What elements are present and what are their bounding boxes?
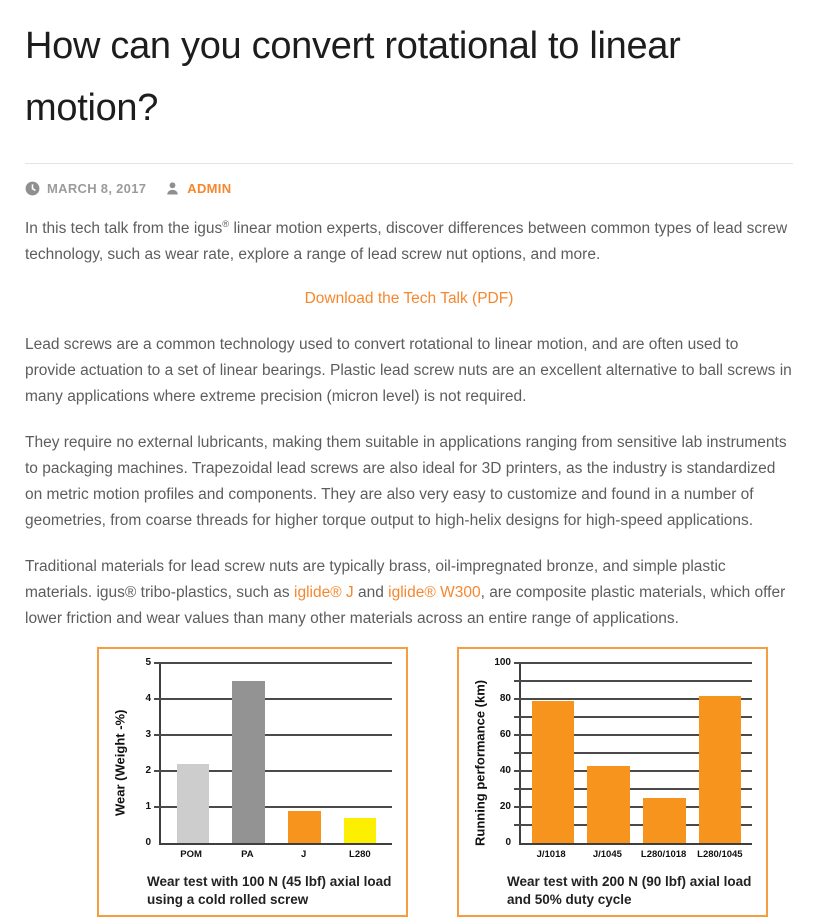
y-tick-label: 60 xyxy=(499,729,511,741)
post-date: MARCH 8, 2017 xyxy=(47,181,147,197)
y-tick-label: 80 xyxy=(499,693,511,705)
download-row xyxy=(25,290,793,308)
x-axis-labels xyxy=(159,849,392,860)
y-tick-label: 0 xyxy=(145,837,151,849)
bars-group xyxy=(161,663,392,843)
y-tick-label: 100 xyxy=(494,657,511,669)
x-tick-label: J/1045 xyxy=(592,849,622,861)
materials-text-2: and xyxy=(353,584,389,602)
y-tick-label: 20 xyxy=(499,801,511,813)
x-tick-label: PA xyxy=(241,849,254,861)
charts-row xyxy=(97,647,768,917)
intro-text-after: linear motion experts, discover differences between common types of lead screw technology, such as wear rate, explore a range of lead screw nut options, and more. xyxy=(25,220,788,264)
x-tick-label: L280/1045 xyxy=(697,849,743,861)
y-tick-label: 40 xyxy=(499,765,511,777)
bar-J xyxy=(288,811,320,843)
materials-text-3: , are composite plastic materials, which offer lower friction and wear values than many other materials across an entire range of applications. xyxy=(25,584,786,628)
registered-mark: ® xyxy=(222,218,230,229)
intro-text-before: In this tech talk from the igus xyxy=(25,220,223,238)
y-tick-label: 5 xyxy=(145,657,151,669)
x-tick-label: POM xyxy=(180,849,202,861)
x-tick-label: L280/1018 xyxy=(640,849,687,861)
title-divider xyxy=(25,163,793,164)
iglide-w300-link[interactable]: iglide® W300 xyxy=(388,584,481,602)
iglide-j-link[interactable]: iglide® J xyxy=(294,584,354,602)
chart-caption: Wear test with 200 N (90 lbf) axial load and 50% duty cycle xyxy=(507,874,752,908)
download-tech-talk-link[interactable]: Download the Tech Talk (PDF) xyxy=(304,290,514,308)
paragraph-materials xyxy=(25,554,793,632)
y-tick-label: 3 xyxy=(145,729,151,741)
x-tick-label: L280 xyxy=(349,849,371,861)
wear-test-chart xyxy=(97,647,408,917)
bar-L280/1045 xyxy=(699,696,741,844)
x-tick-label: J xyxy=(300,849,307,861)
y-tick-label: 2 xyxy=(145,765,151,777)
y-tick-label: 1 xyxy=(145,801,151,813)
paragraph-lead-screws: Lead screws are a common technology used to convert rotational to linear motion, and are often used to provide actuation to a set of linear bearings. Plastic lead screw nuts are an excellent alternative to ball screws in many applications where extreme precision (micron level) is not required. xyxy=(25,336,792,406)
bar-L280 xyxy=(344,818,376,843)
plot-area xyxy=(494,657,752,849)
post-meta xyxy=(25,181,793,196)
chart-caption: Wear test with 100 N (45 lbf) axial load using a cold rolled screw xyxy=(147,874,392,908)
x-axis-labels xyxy=(519,849,752,860)
y-axis-title: Running performance (km) xyxy=(472,680,488,847)
person-icon xyxy=(165,181,180,196)
intro-paragraph xyxy=(25,216,793,268)
bar-J/1045 xyxy=(587,766,629,843)
plot-area xyxy=(145,657,392,849)
bar-POM xyxy=(177,764,209,843)
x-tick-label: J/1018 xyxy=(536,849,566,861)
clock-icon xyxy=(25,181,40,196)
bar-PA xyxy=(232,681,264,843)
bar-J/1018 xyxy=(532,701,574,843)
running-performance-chart xyxy=(457,647,768,917)
y-tick-label: 0 xyxy=(505,837,511,849)
materials-text-1: Traditional materials for lead screw nuts are typically brass, oil-impregnated bronze, and simple plastic materials. igus® tribo-plastics, such as xyxy=(25,558,726,602)
y-axis-title: Wear (Weight -%) xyxy=(112,709,128,817)
y-tick-label: 4 xyxy=(145,693,151,705)
bar-L280/1018 xyxy=(643,798,685,843)
bars-group xyxy=(521,663,752,843)
article-page xyxy=(0,16,815,917)
page-title: How can you convert rotational to linear motion? xyxy=(25,25,681,129)
author-link[interactable]: ADMIN xyxy=(187,181,232,197)
paragraph-lubricants: They require no external lubricants, making them suitable in applications ranging from sensitive lab instruments to packaging machines. Trapezoidal lead screws are also ideal for 3D printers, as the industry is standardized on metric motion profiles and components. They are also very easy to customize and found in a number of geometries, from coarse threads for higher torque output to high-helix designs for high-speed applications. xyxy=(25,434,787,530)
